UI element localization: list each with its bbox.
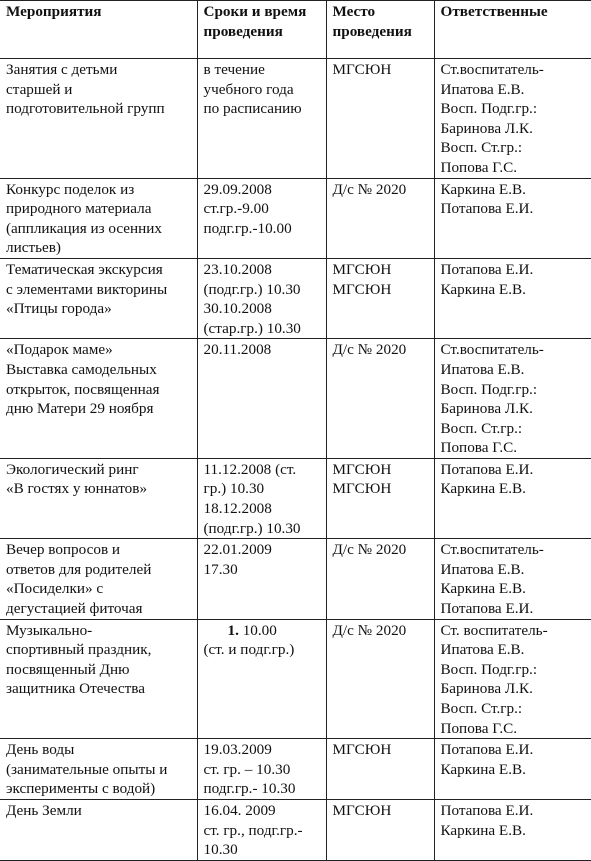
header-dates-time: [197, 1, 326, 59]
responsible-cell-line: Ст.воспитатель-: [440, 541, 544, 559]
event-cell-line: дегустацией фиточая: [6, 600, 143, 618]
responsible-cell-line: Потапова Е.И.: [440, 600, 534, 618]
event-cell-line: «В гостях у юннатов»: [6, 480, 148, 498]
responsible-cell-line: Восп. Ст.гр.:: [440, 419, 523, 437]
event-cell-line: Занятия с детьми: [6, 61, 118, 78]
header-responsible-line: Ответственные: [440, 3, 548, 20]
dates-time-cell-line: (подг.гр.) 10.30: [203, 280, 301, 298]
time-value: 10.00: [242, 621, 277, 639]
place-cell: [326, 619, 434, 739]
event-cell: [0, 178, 197, 258]
header-dates-time-line: Сроки и время: [203, 3, 307, 20]
dates-time-cell-line: 23.10.2008: [203, 260, 272, 278]
responsible-cell: [434, 59, 591, 179]
place-cell: [326, 178, 434, 258]
dates-time-cell-line: (подг.гр.) 10.30: [203, 519, 301, 537]
responsible-cell-line: Каркина Е.В.: [440, 580, 526, 598]
table-row: [0, 258, 591, 338]
place-cell: [326, 339, 434, 459]
event-cell-line: старшей и: [6, 80, 73, 98]
table-body: [0, 59, 591, 861]
place-cell-line: МГСЮН: [332, 260, 392, 278]
dates-time-cell-line: ст. гр., подг.гр.-: [203, 821, 303, 839]
event-cell-line: (аппликация из осенних: [6, 219, 163, 237]
event-cell-line: Тематическая экскурсия: [6, 260, 163, 278]
dates-time-cell-line: 17.30: [203, 560, 238, 578]
responsible-cell-line: Восп. Подг.гр.:: [440, 380, 538, 398]
responsible-cell: [434, 178, 591, 258]
dates-time-cell-line: в течение: [203, 61, 265, 78]
table-row: [0, 458, 591, 538]
event-cell-line: ответов для родителей: [6, 560, 152, 578]
event-cell: [0, 59, 197, 179]
dates-time-cell: [197, 619, 326, 739]
event-cell: [0, 619, 197, 739]
dates-time-cell-line: 10.30: [203, 841, 238, 859]
responsible-cell-line: Восп. Ст.гр.:: [440, 700, 523, 717]
responsible-cell: [434, 739, 591, 800]
event-cell-line: посвященный Дню: [6, 660, 130, 678]
event-cell-line: Выставка самодельных: [6, 360, 157, 378]
responsible-cell-line: Каркина Е.В.: [440, 280, 526, 298]
event-cell-line: дню Матери 29 ноября: [6, 400, 154, 418]
responsible-cell-line: Ипатова Е.В.: [440, 641, 525, 659]
dates-time-cell: [197, 178, 326, 258]
event-cell-line: листьев): [6, 239, 61, 257]
dates-time-cell-numbered-line: [204, 621, 322, 641]
event-cell-line: природного материала: [6, 200, 152, 218]
dates-time-cell: [197, 59, 326, 179]
event-cell: [0, 739, 197, 800]
dates-time-cell-line: ст. гр. – 10.30: [203, 760, 291, 778]
place-cell-line: МГСЮН: [332, 480, 392, 498]
event-cell-line: Конкурс поделок из: [6, 180, 135, 198]
header-place-line: Место: [332, 3, 376, 20]
responsible-cell-line: Ипатова Е.В.: [440, 80, 525, 98]
event-cell-line: День воды: [6, 741, 75, 759]
place-cell-line: МГСЮН: [332, 460, 392, 478]
place-cell-line: МГСЮН: [332, 280, 392, 298]
table-row: [0, 739, 591, 800]
header-place: [326, 1, 434, 59]
responsible-cell-line: Потапова Е.И.: [440, 801, 534, 819]
event-cell-line: открыток, посвященная: [6, 380, 160, 398]
dates-time-cell-line: учебного года: [203, 80, 294, 98]
header-responsible: [434, 1, 591, 59]
dates-time-cell: [197, 339, 326, 459]
place-cell: [326, 799, 434, 860]
dates-time-cell: [197, 539, 326, 619]
event-cell-line: (занимательные опыты и: [6, 760, 168, 778]
responsible-cell: [434, 619, 591, 739]
responsible-cell-line: Ст.воспитатель-: [440, 341, 544, 359]
list-number: 1.: [227, 621, 239, 639]
responsible-cell: [434, 258, 591, 338]
dates-time-cell-line: 22.01.2009: [203, 541, 272, 559]
responsible-cell: [434, 458, 591, 538]
responsible-cell: [434, 539, 591, 619]
event-cell-line: защитника Отечества: [6, 680, 145, 698]
place-cell: [326, 539, 434, 619]
event-cell: [0, 799, 197, 860]
dates-time-cell-line: подг.гр.-10.00: [203, 219, 292, 237]
responsible-cell-line: Восп. Подг.гр.:: [440, 660, 538, 678]
table-row: [0, 59, 591, 179]
place-cell: [326, 739, 434, 800]
responsible-cell-line: Попова Г.С.: [440, 158, 518, 176]
event-cell-line: «Птицы города»: [6, 300, 112, 318]
event-cell-line: с элементами викторины: [6, 280, 168, 298]
place-cell-line: МГСЮН: [332, 741, 392, 759]
responsible-cell-line: Ст.воспитатель-: [440, 61, 544, 78]
responsible-cell-line: Баринова Л.К.: [440, 400, 533, 418]
responsible-cell-line: Потапова Е.И.: [440, 260, 534, 278]
event-cell-line: Вечер вопросов и: [6, 541, 121, 559]
header-events: [0, 1, 197, 59]
dates-time-cell-line: 18.12.2008: [203, 500, 272, 518]
responsible-cell-line: Восп. Подг.гр.:: [440, 100, 538, 118]
dates-time-cell-line: ст.гр.-9.00: [203, 200, 269, 218]
dates-time-cell-line: (стар.гр.) 10.30: [203, 319, 301, 337]
responsible-cell: [434, 339, 591, 459]
header-place-line: проведения: [332, 22, 412, 40]
event-cell-line: Музыкально-: [6, 621, 93, 639]
header-row: [0, 1, 591, 59]
table-row: [0, 539, 591, 619]
event-cell: [0, 258, 197, 338]
place-cell-line: Д/с № 2020: [332, 541, 407, 559]
responsible-cell-line: Попова Г.С.: [440, 719, 518, 737]
dates-time-cell: [197, 799, 326, 860]
event-cell: [0, 458, 197, 538]
responsible-cell-line: Потапова Е.И.: [440, 200, 534, 218]
responsible-cell-line: Каркина Е.В.: [440, 821, 526, 839]
place-cell-line: Д/с № 2020: [332, 621, 407, 639]
dates-time-cell-line: подг.гр.- 10.30: [203, 780, 296, 798]
place-cell-line: МГСЮН: [332, 61, 392, 78]
dates-time-cell: [197, 458, 326, 538]
dates-time-cell-line: 30.10.2008: [203, 300, 272, 318]
dates-time-cell-line: 29.09.2008: [203, 180, 272, 198]
event-cell: [0, 339, 197, 459]
responsible-cell-line: Каркина Е.В.: [440, 180, 526, 198]
table-row: [0, 178, 591, 258]
table-row: [0, 799, 591, 860]
responsible-cell-line: Баринова Л.К.: [440, 680, 533, 698]
event-cell-line: подготовительной групп: [6, 100, 165, 118]
place-cell: [326, 458, 434, 538]
responsible-cell-line: Восп. Ст.гр.:: [440, 139, 523, 157]
event-cell-line: День Земли: [6, 801, 82, 819]
dates-time-cell-line: 19.03.2009: [203, 741, 272, 759]
table-row: [0, 339, 591, 459]
header-events-line: Мероприятия: [6, 3, 102, 20]
event-cell-line: «Посиделки» с: [6, 580, 104, 598]
dates-time-cell-line: (ст. и подг.гр.): [203, 641, 295, 659]
responsible-cell-line: Попова Г.С.: [440, 439, 518, 457]
dates-time-cell-line: 11.12.2008 (ст.: [203, 460, 297, 478]
event-cell: [0, 539, 197, 619]
responsible-cell-line: Каркина Е.В.: [440, 480, 526, 498]
dates-time-cell-line: 16.04. 2009: [203, 801, 276, 819]
dates-time-cell-line: по расписанию: [203, 100, 302, 118]
event-cell-line: спортивный праздник,: [6, 641, 152, 659]
dates-time-cell-line: 20.11.2008: [203, 341, 272, 359]
place-cell: [326, 258, 434, 338]
place-cell-line: МГСЮН: [332, 801, 392, 819]
place-cell-line: Д/с № 2020: [332, 180, 407, 198]
place-cell: [326, 59, 434, 179]
dates-time-cell-line: гр.) 10.30: [203, 480, 265, 498]
responsible-cell-line: Ст. воспитатель-: [440, 621, 548, 639]
event-cell-line: «Подарок маме»: [6, 341, 113, 359]
event-cell-line: эксперименты с водой): [6, 780, 156, 798]
responsible-cell-line: Баринова Л.К.: [440, 119, 533, 137]
responsible-cell-line: Потапова Е.И.: [440, 460, 534, 478]
header-dates-time-line: проведения: [203, 22, 283, 40]
responsible-cell-line: Ипатова Е.В.: [440, 360, 525, 378]
responsible-cell-line: Ипатова Е.В.: [440, 560, 525, 578]
responsible-cell-line: Потапова Е.И.: [440, 741, 534, 759]
table-row: [0, 619, 591, 739]
event-cell-line: Экологический ринг: [6, 460, 139, 478]
responsible-cell-line: Каркина Е.В.: [440, 760, 526, 778]
table-header: [0, 1, 591, 59]
responsible-cell: [434, 799, 591, 860]
place-cell-line: Д/с № 2020: [332, 341, 407, 359]
dates-time-cell: [197, 739, 326, 800]
dates-time-cell: [197, 258, 326, 338]
